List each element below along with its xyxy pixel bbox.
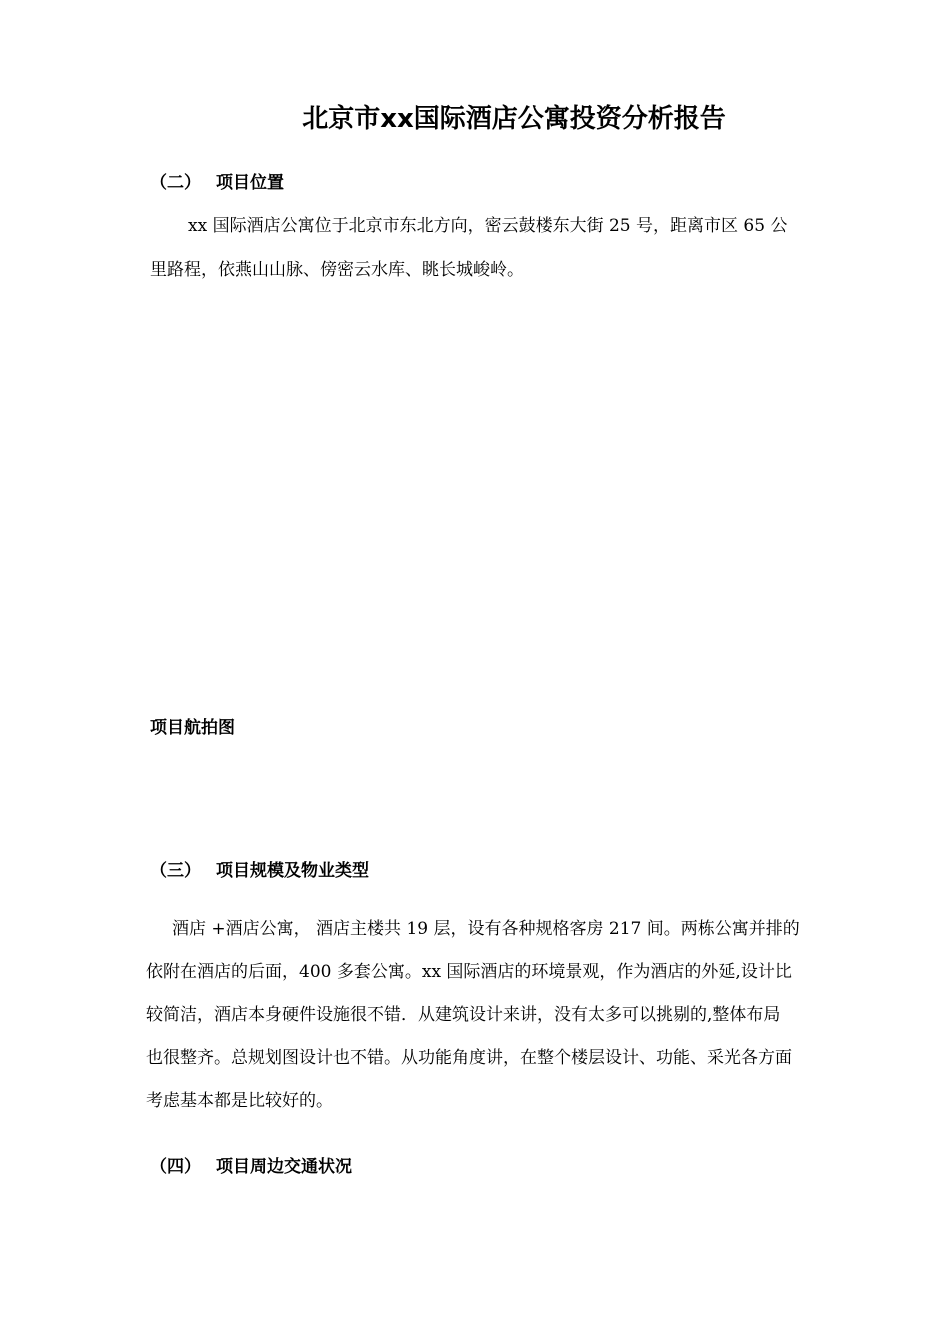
paragraph-line: xx 国际酒店公寓位于北京市东北方向，密云鼓楼东大街 25 号，距离市区 65 公 (188, 216, 788, 236)
section-heading-traffic (150, 1152, 352, 1177)
section-title: 项目周边交通状况 (216, 1157, 352, 1177)
section-number: （四） (150, 1157, 201, 1177)
aerial-photo-caption: 项目航拍图 (150, 718, 235, 738)
paragraph-line: 较简洁，酒店本身硬件设施很不错．从建筑设计来讲，没有太多可以挑剔的,整体布局 (146, 1005, 781, 1025)
section-heading-scale (150, 856, 369, 881)
section-title: 项目规模及物业类型 (216, 861, 369, 881)
section-title: 项目位置 (216, 173, 284, 193)
section-number: （三） (150, 861, 201, 881)
section-heading-location (150, 168, 284, 193)
paragraph-line: 考虑基本都是比较好的。 (146, 1091, 333, 1111)
paragraph-line: 里路程，依燕山山脉、傍密云水库、眺长城峻岭。 (150, 260, 524, 280)
section-number: （二） (150, 173, 201, 193)
paragraph-line: 也很整齐。总规划图设计也不错。从功能角度讲，在整个楼层设计、功能、采光各方面 (146, 1048, 792, 1068)
location-paragraph (150, 204, 862, 292)
paragraph-line: 酒店 +酒店公寓， 酒店主楼共 19 层，设有各种规格客房 217 间。两栋公寓并排的 (172, 919, 800, 939)
paragraph-line: 依附在酒店的后面，400 多套公寓。xx 国际酒店的环境景观，作为酒店的外延,设计比 (146, 962, 792, 982)
document-title: 北京市xx国际酒店公寓投资分析报告 (302, 104, 726, 134)
scale-paragraph (146, 908, 876, 1123)
